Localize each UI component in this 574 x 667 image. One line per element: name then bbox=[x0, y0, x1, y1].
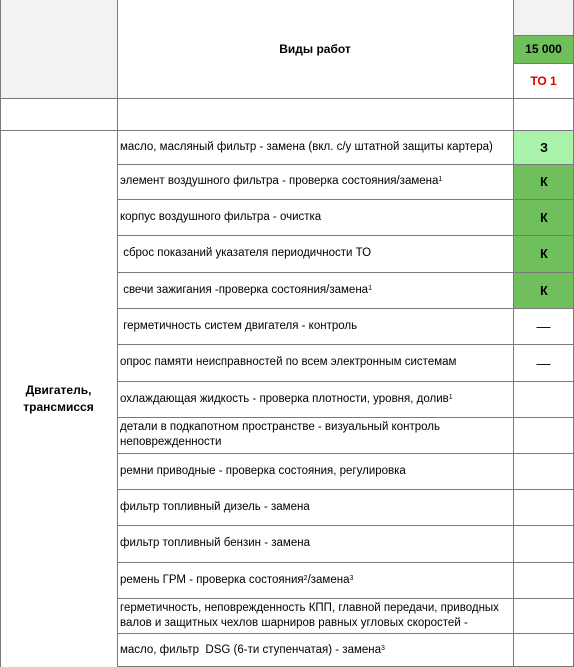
work-row-9: детали в подкапотном пространстве - визуальный контроль неповрежденности bbox=[120, 421, 440, 448]
grid-line bbox=[513, 35, 574, 36]
mark-row-13 bbox=[513, 562, 574, 598]
grid-line bbox=[0, 130, 574, 131]
work-row-4: сброс показаний указателя периодичности ТО bbox=[120, 247, 372, 259]
grid-line bbox=[117, 235, 574, 236]
grid-line bbox=[513, 0, 514, 667]
work-row-10: ремни приводные - проверка состояния, регулировка bbox=[120, 464, 406, 477]
mark-row-1: З bbox=[514, 131, 574, 164]
work-row-1: масло, масляный фильтр - замена (вкл. с/у штатной защиты картера) bbox=[120, 140, 493, 153]
service-label: ТО 1 bbox=[530, 73, 557, 88]
work-row-8: охлаждающая жидкость - проверка плотности, уровня, долив$^1$ bbox=[120, 392, 453, 405]
mark-row-6: — bbox=[536, 318, 551, 334]
mark-row-15 bbox=[513, 633, 574, 667]
grid-line bbox=[117, 562, 574, 563]
mileage-cell: 15 000 bbox=[513, 35, 574, 63]
mark-row-4: К bbox=[514, 236, 574, 272]
work-row-11: фильтр топливный дизель - замена bbox=[120, 500, 310, 513]
grid-line bbox=[117, 598, 574, 599]
grid-line bbox=[0, 98, 574, 99]
header-right-blank bbox=[513, 0, 574, 35]
work-row-14: герметичность, неповрежденность КПП, главной передачи, приводных валов и защитных чехлов шарниров равных угловых скоростей - bbox=[120, 602, 499, 629]
grid-line bbox=[117, 525, 574, 526]
section-label-line2: трансмисся bbox=[23, 399, 94, 414]
mark-row-5: К bbox=[514, 273, 574, 308]
mark-row-2: К bbox=[514, 165, 574, 199]
mark-row-3: К bbox=[514, 200, 574, 235]
work-row-6: герметичность систем двигателя - контроль bbox=[120, 319, 358, 332]
mark-row-7: — bbox=[536, 354, 551, 371]
section-label-line1: Двигатель, bbox=[25, 382, 92, 397]
work-row-3: корпус воздушного фильтра - очистка bbox=[120, 210, 322, 223]
work-row-12: фильтр топливный бензин - замена bbox=[120, 537, 310, 549]
grid-line bbox=[117, 489, 574, 490]
grid-line bbox=[117, 633, 574, 634]
work-row-7: опрос памяти неисправностей по всем электронным системам bbox=[120, 356, 457, 368]
header-title: Виды работ bbox=[279, 42, 351, 56]
work-row-2: элемент воздушного фильтра - проверка состояния/замена$^1$ bbox=[120, 175, 443, 187]
section-label bbox=[0, 130, 117, 667]
grid-line bbox=[117, 0, 118, 667]
grid-line bbox=[117, 344, 574, 345]
work-row-15: масло, фильтр DSG (6-ти ступенчатая) - замена$^3$ bbox=[120, 643, 385, 656]
mark-row-9 bbox=[513, 417, 574, 453]
work-row-5: свечи зажигания -проверка состояния/замена$^1$ bbox=[120, 283, 372, 296]
mark-row-10 bbox=[513, 453, 574, 489]
grid-line bbox=[0, 0, 1, 667]
mark-row-11 bbox=[513, 489, 574, 525]
mark-row-14 bbox=[513, 598, 574, 633]
mark-row-8 bbox=[513, 381, 574, 417]
grid-line bbox=[117, 417, 574, 418]
grid-line bbox=[117, 199, 574, 200]
grid-line bbox=[513, 63, 574, 64]
work-row-13: ремень ГРМ - проверка состояния$^2$/замена$^3$ bbox=[120, 573, 354, 586]
mark-row-12 bbox=[513, 525, 574, 562]
header-left-blank bbox=[0, 0, 117, 98]
grid-line bbox=[117, 453, 574, 454]
grid-line bbox=[117, 381, 574, 382]
grid-line bbox=[117, 308, 574, 309]
grid-line bbox=[117, 272, 574, 273]
grid-line bbox=[117, 164, 574, 165]
